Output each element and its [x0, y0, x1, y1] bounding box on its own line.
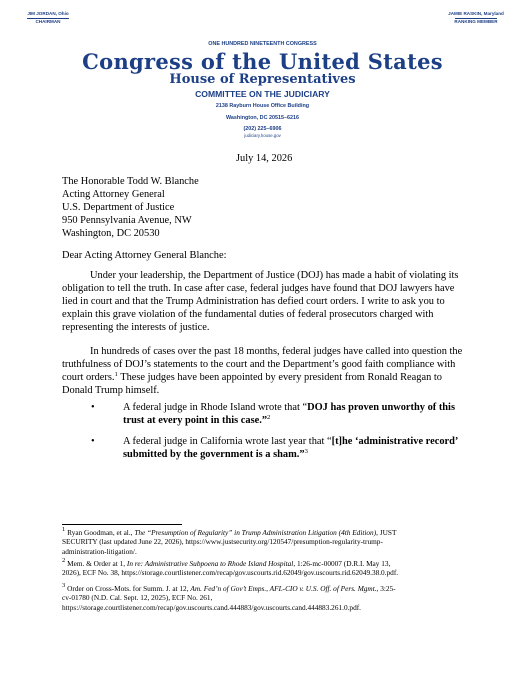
- footnote-text: Ryan Goodman, et al.,: [65, 528, 135, 537]
- congress-number: ONE HUNDRED NINETEENTH CONGRESS: [208, 41, 317, 47]
- footnote-link[interactable]: https://storage.courtlistener.com/recap/gov.uscourts.cand.444883/gov.uscourts.cand.444883.261.0.pdf.: [62, 602, 361, 612]
- footnote-line: cv-01780 (N.D. Cal. Sept. 12, 2025), ECF No. 261,: [62, 593, 213, 603]
- congress-title: Congress of the United States: [82, 49, 443, 74]
- bullet-quote-close: ”: [261, 414, 268, 426]
- footnote-title: The “Presumption of Regularity” in Trump Administration Litigation (4th Edition): [134, 528, 377, 537]
- paragraph-line: truthfulness of DOJ’s statements to the court and the Department’s good faith compliance with: [62, 358, 456, 370]
- bullet-line: [123, 436, 458, 449]
- footnote-link[interactable]: 2026), ECF No. 38, https://storage.courtlistener.com/recap/gov.uscourts.rid.62049/gov.uscourts.rid.62049.38.0.pdf.: [62, 568, 399, 578]
- footnote-link[interactable]: SECURITY (last updated June 22, 2026), https://www.justsecurity.org/120547/presumption-regularity-trump-: [62, 537, 383, 547]
- bullet-quote: DOJ has proven unworthy of this: [307, 402, 455, 413]
- footnote-number: 2: [62, 557, 66, 564]
- footnote-line: [62, 584, 482, 593]
- bullet-item: [123, 436, 458, 462]
- bullet-item: [123, 402, 455, 428]
- ranking-member-title: RANKING MEMBER: [454, 19, 498, 24]
- paragraph-line: explain this grave violation of the fundamental duties of federal prosecutors charged with: [62, 308, 434, 320]
- paragraph-text: court orders.: [62, 371, 115, 383]
- bullet-marker: •: [91, 402, 95, 413]
- salutation: Dear Acting Attorney General Blanche:: [62, 250, 227, 261]
- recipient-line: Washington, DC 20530: [62, 227, 160, 239]
- footnote-text: , 1:26-mc-00007 (D.R.I. May 13,: [293, 559, 391, 568]
- bullet-quote-close: ”: [299, 448, 305, 460]
- footnote-1: [62, 528, 482, 556]
- footnote-link[interactable]: administration-litigation/.: [62, 546, 137, 556]
- footnote-text: , 3:25-: [376, 584, 396, 593]
- bullet-quote: [t]he ‘administrative record’: [331, 436, 459, 447]
- paragraph-line: Donald Trump himself.: [62, 384, 160, 396]
- bullet-text-plain: A federal judge in Rhode Island wrote that “: [123, 402, 308, 413]
- paragraph-line: representing the interests of justice.: [62, 321, 210, 333]
- paragraph-text: These judges have been appointed by every president from Ronald Reagan to: [117, 371, 442, 383]
- recipient-address: [62, 176, 199, 240]
- chairman-block: [2, 11, 94, 25]
- footnote-ref[interactable]: 2: [267, 413, 271, 421]
- paragraph-line: [62, 372, 464, 385]
- ranking-member-name: JAMIE RASKIN, Maryland: [448, 11, 504, 16]
- bullet-text-plain: A federal judge in California wrote last year that “: [123, 436, 332, 447]
- paragraph-line: lied in court and that the Trump Administration has defied court orders. I write to ask you to: [62, 295, 445, 307]
- footnote-number: 3: [62, 582, 66, 589]
- footnote-divider: [62, 524, 182, 525]
- recipient-line: The Honorable Todd W. Blanche: [62, 176, 199, 187]
- paragraph-2: [62, 346, 464, 398]
- chairman-name: JIM JORDAN, Ohio: [27, 11, 69, 16]
- footnote-text: Mem. & Order at 1,: [65, 559, 127, 568]
- footnote-3: [62, 584, 482, 612]
- phone-number: (202) 225–6906: [243, 126, 282, 132]
- footnote-text: Order on Cross-Mots. for Summ. J. at 12,: [65, 584, 191, 593]
- footnote-ref[interactable]: 3: [304, 447, 308, 455]
- footnote-number: 1: [62, 526, 66, 533]
- paragraph-line: obligation to tell the truth. In case after case, federal judges have found that DOJ lawyers have: [62, 282, 455, 294]
- footnote-title: Am. Fed’n of Gov’t Emps., AFL-CIO v. U.S. Off. of Pers. Mgmt.: [190, 584, 377, 593]
- ranking-member-block: [430, 11, 522, 25]
- chairman-title: CHAIRMAN: [35, 19, 61, 24]
- bullet-line: [123, 449, 458, 462]
- paragraph-line: Under your leadership, the Department of Justice (DOJ) has made a habit of violating its: [90, 270, 459, 281]
- letter-date: July 14, 2026: [236, 153, 293, 164]
- recipient-line: 950 Pennsylvania Avenue, NW: [62, 214, 192, 226]
- footnote-text: , JUST: [376, 528, 397, 537]
- footnote-title: In re: Administrative Subpoena to Rhode Island Hospital: [126, 559, 294, 568]
- footnote-line: [62, 528, 482, 537]
- recipient-line: Acting Attorney General: [62, 188, 165, 200]
- house-title: House of Representatives: [169, 72, 356, 87]
- footnote-line: [62, 559, 482, 568]
- paragraph-line: In hundreds of cases over the past 18 months, federal judges have called into question the: [90, 346, 463, 357]
- website: judiciary.house.gov: [244, 133, 281, 138]
- footnote-2: [62, 559, 482, 578]
- recipient-line: U.S. Department of Justice: [62, 201, 175, 213]
- bullet-marker: •: [91, 436, 95, 447]
- paragraph-1: [62, 270, 464, 334]
- address-line-2: Washington, DC 20515–6216: [226, 115, 299, 121]
- bullet-quote: submitted by the government is a sham.: [123, 448, 300, 460]
- committee-name: COMMITTEE ON THE JUDICIARY: [195, 89, 330, 99]
- footnote-ref[interactable]: 1: [114, 370, 118, 378]
- bullet-line: [123, 402, 455, 415]
- bullet-line: [123, 415, 455, 428]
- bullet-quote: trust at every point in this case.: [123, 414, 262, 426]
- address-line-1: 2138 Rayburn House Office Building: [215, 103, 310, 109]
